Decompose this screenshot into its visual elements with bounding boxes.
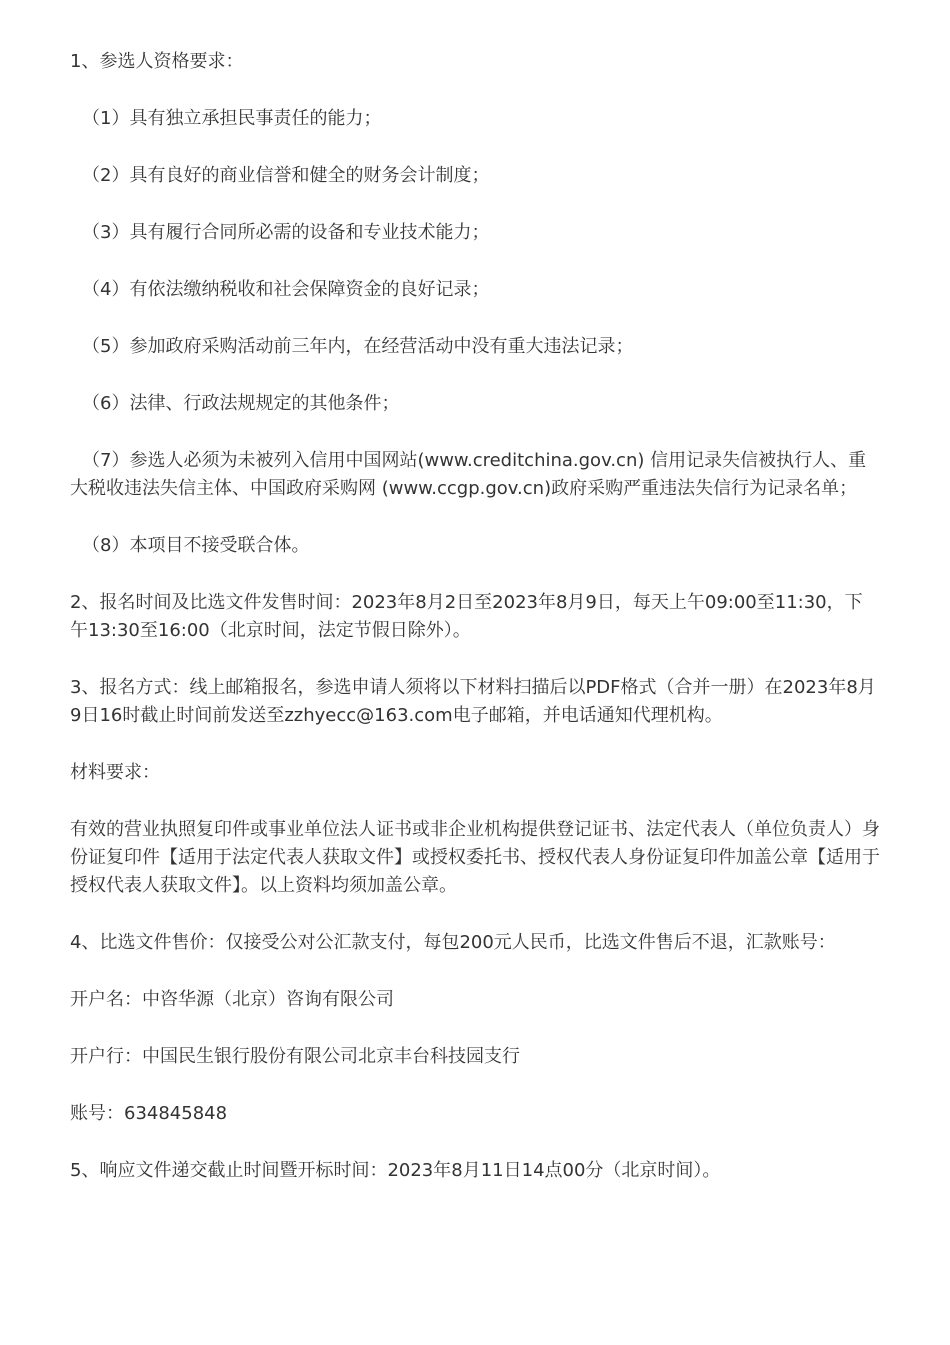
section-3-registration-method: 3、报名方式：线上邮箱报名，参选申请人须将以下材料扫描后以PDF格式（合并一册）在2023年8月9日16时截止时间前发送至zzhyecc@163.com电子邮箱，并电话通知代理机构。 xyxy=(70,677,876,726)
requirement-8: （8）本项目不接受联合体。 xyxy=(82,535,310,556)
requirement-7: （7）参选人必须为未被列入信用中国网站(www.creditchina.gov.cn) 信用记录失信被执行人、重大税收违法失信主体、中国政府采购网 (www.ccgp.gov.cn)政府采购严重违法失信行为记录名单； xyxy=(70,450,867,499)
bank-name: 开户行：中国民生银行股份有限公司北京丰台科技园支行 xyxy=(70,1046,520,1067)
document-body xyxy=(70,48,880,1214)
section-2-registration-time: 2、报名时间及比选文件发售时间：2023年8月2日至2023年8月9日，每天上午09:00至11:30，下午13:30至16:00（北京时间，法定节假日除外）。 xyxy=(70,592,863,641)
section-1-title: 1、参选人资格要求： xyxy=(70,51,244,72)
section-5-deadline: 5、响应文件递交截止时间暨开标时间：2023年8月11日14点00分（北京时间）。 xyxy=(70,1160,721,1181)
requirement-5: （5）参加政府采购活动前三年内，在经营活动中没有重大违法记录； xyxy=(82,336,634,357)
requirement-6: （6）法律、行政法规规定的其他条件； xyxy=(82,393,400,414)
requirement-1: （1）具有独立承担民事责任的能力； xyxy=(82,108,382,129)
materials-title: 材料要求： xyxy=(70,762,160,783)
account-number: 账号：634845848 xyxy=(70,1103,228,1124)
requirement-4: （4）有依法缴纳税收和社会保障资金的良好记录； xyxy=(82,279,490,300)
account-name: 开户名：中咨华源（北京）咨询有限公司 xyxy=(70,989,394,1010)
requirement-2: （2）具有良好的商业信誉和健全的财务会计制度； xyxy=(82,165,490,186)
materials-body: 有效的营业执照复印件或事业单位法人证书或非企业机构提供登记证书、法定代表人（单位负责人）身份证复印件【适用于法定代表人获取文件】或授权委托书、授权代表人身份证复印件加盖公章【适用于授权代表人获取文件】。以上资料均须加盖公章。 xyxy=(70,819,880,896)
requirement-3: （3）具有履行合同所必需的设备和专业技术能力； xyxy=(82,222,490,243)
section-4-price: 4、比选文件售价：仅接受公对公汇款支付，每包200元人民币，比选文件售后不退，汇款账号： xyxy=(70,932,836,953)
